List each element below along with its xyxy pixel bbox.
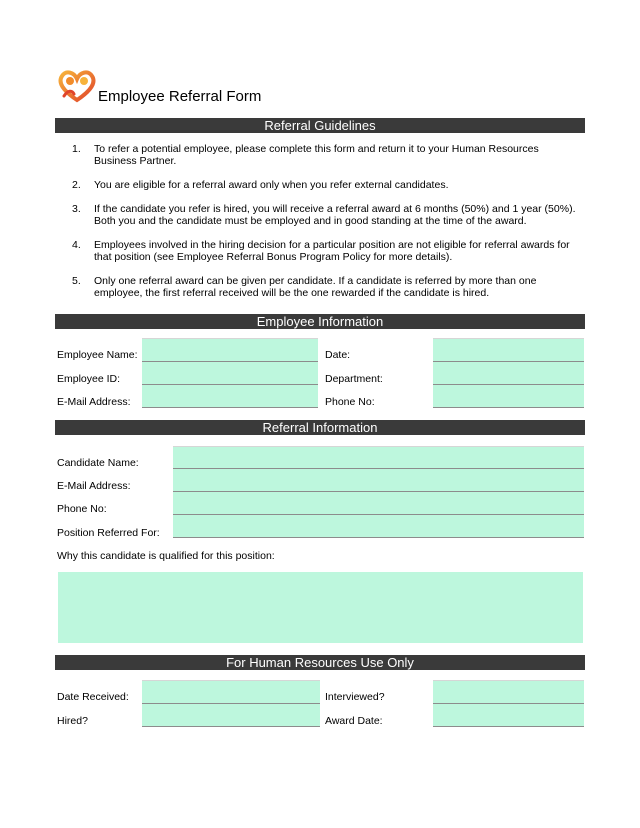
- page-title: Employee Referral Form: [98, 88, 262, 105]
- candidate-name-label: Candidate Name:: [57, 457, 139, 469]
- list-item: [72, 179, 584, 191]
- list-item-number: 5.: [72, 275, 81, 287]
- employee-email-label: E-Mail Address:: [57, 396, 131, 408]
- list-item: [72, 143, 584, 167]
- employee-id-field[interactable]: [142, 362, 318, 385]
- list-item-number: 1.: [72, 143, 81, 155]
- list-item: [72, 203, 584, 227]
- guidelines-list: [72, 143, 584, 311]
- hired-field[interactable]: [142, 704, 320, 727]
- qualified-label: Why this candidate is qualified for this position:: [57, 550, 275, 562]
- department-label: Department:: [325, 373, 383, 385]
- award-date-label: Award Date:: [325, 715, 383, 727]
- position-label: Position Referred For:: [57, 527, 160, 539]
- employee-name-field[interactable]: [142, 338, 318, 362]
- list-item-text: Employees involved in the hiring decision for a particular position are not eligible for referral awards for that position (see Employee Referral Bonus Program Policy for more details).: [94, 239, 570, 263]
- list-item-text: If the candidate you refer is hired, you will receive a referral award at 6 months (50%) and 1 year (50%). Both you and the candidate must be employed and in good standing at the time of the award.: [94, 203, 576, 227]
- candidate-phone-field[interactable]: [173, 492, 584, 515]
- candidate-phone-label: Phone No:: [57, 503, 107, 515]
- date-label: Date:: [325, 349, 351, 361]
- section-bar-hr: For Human Resources Use Only: [55, 655, 585, 670]
- interviewed-label: Interviewed?: [325, 691, 385, 703]
- date-received-field[interactable]: [142, 680, 320, 704]
- section-bar-employee: Employee Information: [55, 314, 585, 329]
- list-item-number: 4.: [72, 239, 81, 251]
- list-item-text: You are eligible for a referral award only when you refer external candidates.: [94, 179, 449, 191]
- date-field[interactable]: [433, 338, 584, 362]
- list-item-text: To refer a potential employee, please complete this form and return it to your Human Resources Business Partner.: [94, 143, 539, 167]
- list-item-text: Only one referral award can be given per candidate. If a candidate is referred by more than one employee, the first referral received will be the one rewarded if the candidate is hired.: [94, 275, 537, 299]
- position-field[interactable]: [173, 515, 584, 538]
- candidate-email-field[interactable]: [173, 469, 584, 492]
- list-item-number: 3.: [72, 203, 81, 215]
- department-field[interactable]: [433, 362, 584, 385]
- list-item: [72, 239, 584, 263]
- employee-phone-label: Phone No:: [325, 396, 375, 408]
- employee-name-label: Employee Name:: [57, 349, 138, 361]
- qualification-textarea[interactable]: [58, 572, 583, 643]
- list-item-number: 2.: [72, 179, 81, 191]
- candidate-name-field[interactable]: [173, 446, 584, 469]
- interviewed-field[interactable]: [433, 680, 584, 704]
- award-date-field[interactable]: [433, 704, 584, 727]
- section-bar-guidelines: Referral Guidelines: [55, 118, 585, 133]
- hired-label: Hired?: [57, 715, 88, 727]
- date-received-label: Date Received:: [57, 691, 129, 703]
- employee-email-field[interactable]: [142, 385, 318, 408]
- section-bar-referral: Referral Information: [55, 420, 585, 435]
- employee-phone-field[interactable]: [433, 385, 584, 408]
- list-item: [72, 275, 584, 299]
- employee-id-label: Employee ID:: [57, 373, 121, 385]
- heart-people-logo-icon: [58, 70, 96, 104]
- candidate-email-label: E-Mail Address:: [57, 480, 131, 492]
